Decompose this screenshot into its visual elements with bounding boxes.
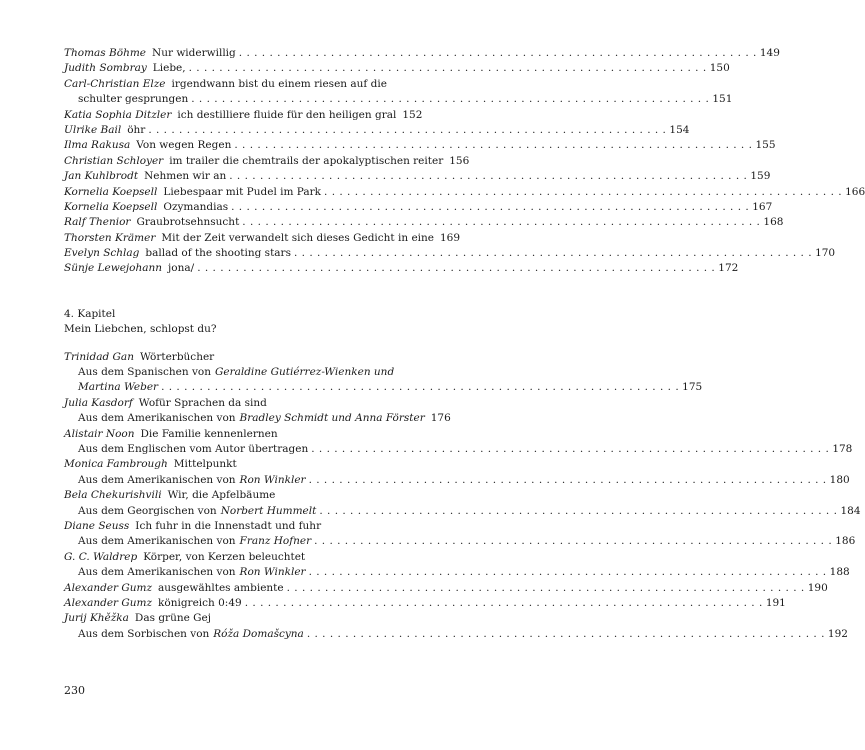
translation-credit [64, 504, 861, 519]
toc-entry [64, 61, 730, 76]
dot-leader [307, 627, 825, 642]
translation-credit [64, 473, 850, 488]
translator-name: Bradley Schmidt und Anna Förster [239, 412, 425, 425]
entry-title: Ozymandias [163, 200, 229, 213]
entry-title: Graubrotsehnsucht [136, 216, 240, 229]
toc-entry [64, 396, 410, 411]
dot-leader [309, 473, 827, 488]
toc-entry [64, 457, 410, 472]
entry-page: 184 [840, 504, 861, 517]
entry-author: Alexander Gumz [64, 581, 153, 594]
entry-author: Kornelia Koepsell [64, 185, 158, 198]
entry-title: jona/ [168, 262, 195, 275]
page-number: 230 [64, 684, 85, 697]
entry-page: 159 [750, 170, 771, 183]
dot-leader [324, 185, 842, 200]
dot-leader [191, 92, 709, 107]
translation-credit-continued [64, 380, 703, 395]
entry-page: 152 [402, 108, 423, 121]
translation-credit [64, 627, 848, 642]
spacer [64, 338, 410, 350]
entry-page: 188 [829, 566, 850, 579]
entry-list-top [64, 46, 865, 277]
entry-author: Thomas Böhme [64, 47, 147, 59]
entry-page: 186 [835, 535, 856, 548]
entry-title: öhr [127, 123, 146, 136]
dot-leader [242, 215, 760, 230]
translator-name: Ron Winkler [239, 566, 306, 579]
translation-prefix: Aus dem Georgischen von [78, 504, 217, 517]
translation-prefix: Aus dem Amerikanischen von [78, 412, 236, 425]
dot-leader [314, 534, 832, 549]
toc-entry [64, 185, 865, 200]
entry-page: 180 [829, 473, 850, 486]
toc-entry [64, 261, 739, 276]
entry-title: Liebespaar mit Pudel im Park [163, 185, 322, 198]
toc-entry [64, 519, 410, 534]
dot-leader [189, 61, 707, 76]
entry-author: Katia Sophia Ditzler [64, 108, 172, 121]
entry-page: 166 [845, 185, 865, 198]
entry-list-bottom [64, 350, 861, 642]
entry-title: Liebe, [152, 62, 186, 75]
toc-entry [64, 138, 776, 153]
entry-title: Das grüne Gej [134, 612, 212, 625]
table-of-contents [64, 46, 865, 642]
entry-author: Thorsten Krämer [64, 231, 156, 244]
entry-author: Ilma Rakusa [64, 139, 131, 152]
toc-entry [64, 46, 780, 61]
entry-page: 155 [755, 139, 776, 152]
entry-page: 151 [712, 93, 733, 106]
entry-title: ausgewähltes ambiente [158, 581, 284, 594]
entry-title: irgendwann bist du einem riesen auf die [171, 77, 387, 90]
entry-author: Evelyn Schlag [64, 247, 140, 260]
entry-page: 178 [832, 442, 853, 455]
chapter-number: 4. Kapitel [64, 307, 116, 320]
dot-leader [197, 261, 715, 276]
toc-entry [64, 154, 470, 169]
dot-leader [319, 504, 837, 519]
translator-name: Geraldine Gutiérrez-Wienken und [214, 366, 395, 379]
entry-page: 190 [807, 581, 828, 594]
translation-credit [64, 565, 850, 580]
entry-title: Wörterbücher [139, 350, 215, 363]
toc-entry [64, 350, 410, 365]
entry-title: Nehmen wir an [144, 170, 227, 183]
toc-entry [64, 488, 410, 503]
dot-leader [229, 169, 747, 184]
toc-entry [64, 246, 836, 261]
dot-leader [231, 200, 749, 215]
entry-page: 192 [827, 627, 848, 640]
entry-title: Körper, von Kerzen beleuchtet [143, 550, 306, 563]
entry-author: Julia Kasdorf [64, 396, 133, 409]
toc-entry [64, 611, 410, 626]
entry-author: Monica Fambrough [64, 458, 168, 471]
toc-entry [64, 77, 410, 92]
translation-credit [64, 411, 451, 426]
translator-name: Ron Winkler [239, 473, 306, 486]
entry-title: im trailer die chemtrails der apokalyptischen reiter [169, 154, 444, 167]
entry-title: königreich 0:49 [158, 596, 242, 609]
entry-page: 154 [669, 123, 690, 136]
toc-entry [64, 550, 410, 565]
dot-leader [234, 138, 752, 153]
entry-page: 168 [763, 216, 784, 229]
toc-entry [64, 581, 828, 596]
dot-leader [309, 565, 827, 580]
translation-prefix: Aus dem Amerikanischen von [78, 473, 236, 486]
translation-prefix: Aus dem Spanischen von [78, 366, 211, 379]
entry-author: Diane Seuss [64, 519, 130, 532]
entry-title: Mit der Zeit verwandelt sich dieses Gedicht in eine [161, 231, 434, 244]
entry-page: 167 [752, 200, 773, 213]
entry-title: Nur widerwillig [152, 47, 236, 59]
translator-name: Martina Weber [78, 381, 159, 394]
entry-page: 170 [815, 247, 836, 260]
dot-leader [287, 581, 805, 596]
translation-prefix: Aus dem Englischen vom Autor übertragen [78, 442, 309, 455]
entry-page: 169 [440, 231, 461, 244]
translation-credit [64, 365, 410, 380]
entry-author: Jurij Khěžka [64, 612, 129, 625]
entry-page: 149 [759, 47, 780, 59]
toc-entry [64, 200, 773, 215]
entry-author: Judith Sombray [64, 62, 147, 75]
entry-title-continued: schulter gesprungen [78, 93, 189, 106]
translation-prefix: Aus dem Amerikanischen von [78, 535, 236, 548]
entry-author: Ralf Thenior [64, 216, 131, 229]
entry-author: Trinidad Gan [64, 350, 134, 363]
toc-entry [64, 427, 410, 442]
entry-author: Ulrike Bail [64, 123, 122, 136]
chapter-title: Mein Liebchen, schlopst du? [64, 323, 217, 336]
entry-author: Alistair Noon [64, 427, 135, 440]
translation-prefix: Aus dem Sorbischen von [78, 627, 210, 640]
entry-author: Christian Schloyer [64, 154, 164, 167]
entry-title: Wofür Sprachen da sind [138, 396, 267, 409]
toc-entry [64, 596, 786, 611]
translator-name: Róža Domašcyna [213, 627, 304, 640]
entry-title: ballad of the shooting stars [145, 247, 291, 260]
translator-name: Norbert Hummelt [220, 504, 317, 517]
entry-author: Bela Chekurishvili [64, 489, 162, 502]
dot-leader [161, 380, 679, 395]
entry-page: 172 [718, 262, 739, 275]
entry-page: 176 [430, 412, 451, 425]
translator-name: Franz Hofner [239, 535, 312, 548]
dot-leader [311, 442, 829, 457]
translation-credit [64, 442, 853, 457]
dot-leader [245, 596, 763, 611]
translation-prefix: Aus dem Amerikanischen von [78, 566, 236, 579]
entry-page: 156 [449, 154, 470, 167]
dot-leader [148, 123, 666, 138]
dot-leader [239, 46, 757, 61]
entry-page: 191 [765, 596, 786, 609]
entry-title: Von wegen Regen [136, 139, 232, 152]
toc-entry [64, 215, 784, 230]
toc-entry [64, 108, 423, 123]
dot-leader [294, 246, 812, 261]
entry-author: Kornelia Koepsell [64, 200, 158, 213]
entry-author: Sünje Lewejohann [64, 262, 163, 275]
entry-page: 150 [709, 62, 730, 75]
entry-title: Die Familie kennenlernen [140, 427, 278, 440]
toc-entry-continuation [64, 92, 733, 107]
translation-credit [64, 534, 856, 549]
entry-page: 175 [682, 381, 703, 394]
entry-title: Wir, die Apfelbäume [167, 489, 276, 502]
entry-title: ich destilliere fluide für den heiligen gral [177, 108, 397, 121]
toc-entry [64, 123, 690, 138]
toc-entry [64, 169, 771, 184]
entry-author: Alexander Gumz [64, 596, 153, 609]
toc-entry [64, 231, 461, 246]
entry-title: Ich fuhr in die Innenstadt und fuhr [135, 519, 322, 532]
spacer [64, 277, 410, 307]
entry-author: Jan Kuhlbrodt [64, 170, 139, 183]
entry-author: G. C. Waldrep [64, 550, 138, 563]
entry-author: Carl-Christian Elze [64, 77, 166, 90]
entry-title: Mittelpunkt [173, 458, 237, 471]
